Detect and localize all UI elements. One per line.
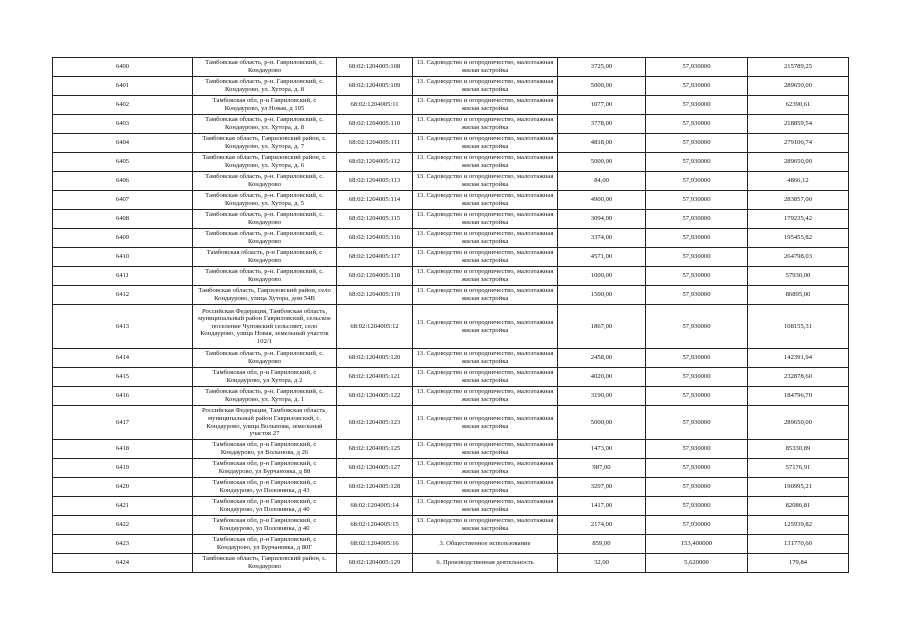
table-row xyxy=(53,115,849,134)
address-cell: Тамбовская область, Гавриловский район, с. Кондаурово xyxy=(193,554,337,573)
row-number: 6424 xyxy=(53,554,193,573)
land-use-cell: 13. Садоводство и огородничество, малоэтажная жилая застройка xyxy=(413,96,558,115)
area-cell: 32,00 xyxy=(558,554,646,573)
cadastral-value-cell: 179235,42 xyxy=(748,210,849,229)
address-cell: Тамбовская область, р-н. Гавриловский, с. Кондаурово xyxy=(193,267,337,286)
table-row xyxy=(53,459,849,478)
row-number: 6409 xyxy=(53,229,193,248)
table-row xyxy=(53,554,849,573)
specific-value-cell: 57,930000 xyxy=(646,286,748,305)
land-use-cell: 13. Садоводство и огородничество, малоэтажная жилая застройка xyxy=(413,459,558,478)
cadastral-value-cell: 264798,03 xyxy=(748,248,849,267)
row-number: 6404 xyxy=(53,134,193,153)
row-number: 6400 xyxy=(53,58,193,77)
land-use-cell: 13. Садоводство и огородничество, малоэтажная жилая застройка xyxy=(413,134,558,153)
specific-value-cell: 57,930000 xyxy=(646,406,748,440)
specific-value-cell: 57,930000 xyxy=(646,96,748,115)
row-number: 6423 xyxy=(53,535,193,554)
area-cell: 4020,00 xyxy=(558,368,646,387)
row-number: 6418 xyxy=(53,440,193,459)
specific-value-cell: 57,930000 xyxy=(646,191,748,210)
cadastral-number-cell: 68:02:1204005:110 xyxy=(337,115,413,134)
specific-value-cell: 153,400000 xyxy=(646,535,748,554)
address-cell: Тамбовская область, р-н. Гавриловский, с. Кондаурово xyxy=(193,58,337,77)
area-cell: 3190,00 xyxy=(558,387,646,406)
land-use-cell: 3. Общественное использование xyxy=(413,535,558,554)
specific-value-cell: 57,930000 xyxy=(646,497,748,516)
specific-value-cell: 57,930000 xyxy=(646,349,748,368)
cadastral-value-cell: 289650,00 xyxy=(748,77,849,96)
address-cell: Тамбовская область, Гавриловский район, с. Кондаурово, ул. Хутора, д. 7 xyxy=(193,134,337,153)
land-use-cell: 13. Садоводство и огородничество, малоэтажная жилая застройка xyxy=(413,497,558,516)
table-row xyxy=(53,349,849,368)
address-cell: Тамбовская обл, р-н Гавриловский, с Кондаурово, ул Новая, д 105 xyxy=(193,96,337,115)
cadastral-number-cell: 68:02:1204005:119 xyxy=(337,286,413,305)
table-row xyxy=(53,77,849,96)
cadastral-number-cell: 68:02:1204005:114 xyxy=(337,191,413,210)
specific-value-cell: 57,930000 xyxy=(646,248,748,267)
row-number: 6415 xyxy=(53,368,193,387)
table-row xyxy=(53,387,849,406)
cadastral-number-cell: 68:02:1204005:14 xyxy=(337,497,413,516)
row-number: 6405 xyxy=(53,153,193,172)
land-use-cell: 13. Садоводство и огородничество, малоэтажная жилая застройка xyxy=(413,248,558,267)
address-cell: Тамбовская область, р-н. Гавриловский, с. Кондаурово, ул. Хутора, д. 8 xyxy=(193,77,337,96)
cadastral-value-cell: 82086,81 xyxy=(748,497,849,516)
area-cell: 987,00 xyxy=(558,459,646,478)
area-cell: 3725,00 xyxy=(558,58,646,77)
cadastral-number-cell: 68:02:1204005:108 xyxy=(337,58,413,77)
cadastral-value-cell: 218859,54 xyxy=(748,115,849,134)
land-use-cell: 13. Садоводство и огородничество, малоэтажная жилая застройка xyxy=(413,516,558,535)
land-use-cell: 13. Садоводство и огородничество, малоэтажная жилая застройка xyxy=(413,387,558,406)
cadastral-value-cell: 125939,82 xyxy=(748,516,849,535)
area-cell: 1867,00 xyxy=(558,305,646,349)
cadastral-value-cell: 4866,12 xyxy=(748,172,849,191)
table-row xyxy=(53,516,849,535)
specific-value-cell: 5,620000 xyxy=(646,554,748,573)
table-row xyxy=(53,267,849,286)
row-number: 6417 xyxy=(53,406,193,440)
specific-value-cell: 57,930000 xyxy=(646,305,748,349)
table-row xyxy=(53,172,849,191)
cadastral-number-cell: 68:02:1204005:120 xyxy=(337,349,413,368)
cadastral-number-cell: 68:02:1204005:15 xyxy=(337,516,413,535)
land-use-cell: 13. Садоводство и огородничество, малоэтажная жилая застройка xyxy=(413,153,558,172)
area-cell: 5000,00 xyxy=(558,153,646,172)
cadastral-number-cell: 68:02:1204005:109 xyxy=(337,77,413,96)
address-cell: Тамбовская область, р-н. Гавриловский, с. Кондаурово xyxy=(193,349,337,368)
cadastral-value-table xyxy=(52,57,849,573)
cadastral-number-cell: 68:02:1204005:116 xyxy=(337,229,413,248)
land-use-cell: 13. Садоводство и огородничество, малоэтажная жилая застройка xyxy=(413,210,558,229)
table-body xyxy=(53,58,849,573)
row-number: 6410 xyxy=(53,248,193,267)
address-cell: Тамбовская обл, р-н Гавриловский, с Кондаурово, ул Бурчановка, д 88 xyxy=(193,459,337,478)
table-row xyxy=(53,497,849,516)
cadastral-number-cell: 68:02:1204005:122 xyxy=(337,387,413,406)
table-row xyxy=(53,58,849,77)
specific-value-cell: 57,930000 xyxy=(646,172,748,191)
specific-value-cell: 57,930000 xyxy=(646,478,748,497)
area-cell: 5000,00 xyxy=(558,77,646,96)
specific-value-cell: 57,930000 xyxy=(646,58,748,77)
area-cell: 2174,00 xyxy=(558,516,646,535)
row-number: 6420 xyxy=(53,478,193,497)
cadastral-number-cell: 68:02:1204005:112 xyxy=(337,153,413,172)
cadastral-value-cell: 57176,91 xyxy=(748,459,849,478)
land-use-cell: 13. Садоводство и огородничество, малоэтажная жилая застройка xyxy=(413,191,558,210)
row-number: 6411 xyxy=(53,267,193,286)
specific-value-cell: 57,930000 xyxy=(646,267,748,286)
address-cell: Тамбовская обл, р-н Гавриловский, с Кондаурово, ул Бурчановка, д 80Г xyxy=(193,535,337,554)
table-row xyxy=(53,134,849,153)
land-use-cell: 13. Садоводство и огородничество, малоэтажная жилая застройка xyxy=(413,267,558,286)
address-cell: Тамбовская обл, р-н Гавриловский, с Кондаурово, ул Половинка, д 43 xyxy=(193,478,337,497)
cadastral-number-cell: 68:02:1204005:127 xyxy=(337,459,413,478)
table-row xyxy=(53,286,849,305)
cadastral-value-cell: 190995,21 xyxy=(748,478,849,497)
cadastral-value-cell: 62390,61 xyxy=(748,96,849,115)
address-cell: Тамбовская область, р-н. Гавриловский, с. Кондаурово, ул. Хутора, д. 8 xyxy=(193,115,337,134)
land-use-cell: 13. Садоводство и огородничество, малоэтажная жилая застройка xyxy=(413,349,558,368)
cadastral-number-cell: 68:02:1204005:115 xyxy=(337,210,413,229)
table-row xyxy=(53,478,849,497)
cadastral-value-cell: 108155,31 xyxy=(748,305,849,349)
address-cell: Тамбовская обл, р-н Гавриловский, с Кондаурово, ул Половинка, д 40 xyxy=(193,516,337,535)
specific-value-cell: 57,930000 xyxy=(646,210,748,229)
address-cell: Тамбовская обл, р-н Гавриловский, с Кондаурово, ул Волынова, д 26 xyxy=(193,440,337,459)
area-cell: 3297,00 xyxy=(558,478,646,497)
table-row xyxy=(53,440,849,459)
land-use-cell: 6. Производственная деятельность xyxy=(413,554,558,573)
cadastral-number-cell: 68:02:1204005:123 xyxy=(337,406,413,440)
cadastral-number-cell: 68:02:1204005:111 xyxy=(337,134,413,153)
table-row xyxy=(53,368,849,387)
address-cell: Тамбовская область, р-н. Гавриловский, с. Кондаурово xyxy=(193,172,337,191)
cadastral-value-cell: 85330,89 xyxy=(748,440,849,459)
cadastral-value-cell: 195455,82 xyxy=(748,229,849,248)
cadastral-value-cell: 57930,00 xyxy=(748,267,849,286)
table-row xyxy=(53,96,849,115)
area-cell: 3374,00 xyxy=(558,229,646,248)
cadastral-value-cell: 232878,60 xyxy=(748,368,849,387)
row-number: 6413 xyxy=(53,305,193,349)
cadastral-value-cell: 184796,70 xyxy=(748,387,849,406)
address-cell: Тамбовская область, р-н. Гавриловский, с. Кондаурово, ул. Хутора, д. 1 xyxy=(193,387,337,406)
table-row xyxy=(53,229,849,248)
cadastral-value-cell: 179,84 xyxy=(748,554,849,573)
row-number: 6421 xyxy=(53,497,193,516)
cadastral-number-cell: 68:02:1204005:121 xyxy=(337,368,413,387)
cadastral-number-cell: 68:02:1204005:118 xyxy=(337,267,413,286)
address-cell: Тамбовская обл, р-н Гавриловский, с Кондаурово, ул Половинка, д 40 xyxy=(193,497,337,516)
specific-value-cell: 57,930000 xyxy=(646,440,748,459)
cadastral-value-cell: 142391,94 xyxy=(748,349,849,368)
area-cell: 1000,00 xyxy=(558,267,646,286)
cadastral-number-cell: 68:02:1204005:16 xyxy=(337,535,413,554)
cadastral-value-cell: 279106,74 xyxy=(748,134,849,153)
land-use-cell: 13. Садоводство и огородничество, малоэтажная жилая застройка xyxy=(413,286,558,305)
address-cell: Тамбовская область, р-н. Гавриловский, с. Кондаурово, ул. Хутора, д. 5 xyxy=(193,191,337,210)
cadastral-number-cell: 68:02:1204005:128 xyxy=(337,478,413,497)
row-number: 6402 xyxy=(53,96,193,115)
table-row xyxy=(53,210,849,229)
cadastral-value-cell: 131770,60 xyxy=(748,535,849,554)
cadastral-number-cell: 68:02:1204005:125 xyxy=(337,440,413,459)
cadastral-value-cell: 215789,25 xyxy=(748,58,849,77)
address-cell: Тамбовская обл, р-н Гавриловский, с Кондаурово, ул Хутора, д 2 xyxy=(193,368,337,387)
row-number: 6406 xyxy=(53,172,193,191)
specific-value-cell: 57,930000 xyxy=(646,229,748,248)
specific-value-cell: 57,930000 xyxy=(646,134,748,153)
cadastral-value-cell: 289650,00 xyxy=(748,406,849,440)
area-cell: 1473,00 xyxy=(558,440,646,459)
specific-value-cell: 57,930000 xyxy=(646,368,748,387)
row-number: 6407 xyxy=(53,191,193,210)
row-number: 6414 xyxy=(53,349,193,368)
area-cell: 1500,00 xyxy=(558,286,646,305)
specific-value-cell: 57,930000 xyxy=(646,77,748,96)
specific-value-cell: 57,930000 xyxy=(646,153,748,172)
area-cell: 4571,00 xyxy=(558,248,646,267)
table-row xyxy=(53,153,849,172)
table-row xyxy=(53,191,849,210)
cadastral-number-cell: 68:02:1204005:113 xyxy=(337,172,413,191)
cadastral-number-cell: 68:02:1204005:129 xyxy=(337,554,413,573)
area-cell: 2458,00 xyxy=(558,349,646,368)
row-number: 6422 xyxy=(53,516,193,535)
specific-value-cell: 57,930000 xyxy=(646,516,748,535)
land-use-cell: 13. Садоводство и огородничество, малоэтажная жилая застройка xyxy=(413,478,558,497)
row-number: 6403 xyxy=(53,115,193,134)
area-cell: 5000,00 xyxy=(558,406,646,440)
row-number: 6408 xyxy=(53,210,193,229)
area-cell: 859,00 xyxy=(558,535,646,554)
specific-value-cell: 57,930000 xyxy=(646,387,748,406)
specific-value-cell: 57,930000 xyxy=(646,459,748,478)
cadastral-number-cell: 68:02:1204005:11 xyxy=(337,96,413,115)
cadastral-value-cell: 283857,00 xyxy=(748,191,849,210)
land-use-cell: 13. Садоводство и огородничество, малоэтажная жилая застройка xyxy=(413,406,558,440)
row-number: 6401 xyxy=(53,77,193,96)
row-number: 6412 xyxy=(53,286,193,305)
cadastral-value-cell: 86895,00 xyxy=(748,286,849,305)
land-use-cell: 13. Садоводство и огородничество, малоэтажная жилая застройка xyxy=(413,368,558,387)
land-use-cell: 13. Садоводство и огородничество, малоэтажная жилая застройка xyxy=(413,305,558,349)
row-number: 6416 xyxy=(53,387,193,406)
land-use-cell: 13. Садоводство и огородничество, малоэтажная жилая застройка xyxy=(413,58,558,77)
table-row xyxy=(53,535,849,554)
row-number: 6419 xyxy=(53,459,193,478)
table-row xyxy=(53,305,849,349)
address-cell: Тамбовская область, Гавриловский район, село Кондаурово, улица Хутора, дом 54В xyxy=(193,286,337,305)
area-cell: 1417,00 xyxy=(558,497,646,516)
address-cell: Тамбовская область, р-н Гавриловский, с Кондаурово xyxy=(193,248,337,267)
land-use-cell: 13. Садоводство и огородничество, малоэтажная жилая застройка xyxy=(413,172,558,191)
address-cell: Тамбовская область, р-н. Гавриловский, с. Кондаурово xyxy=(193,210,337,229)
table-row xyxy=(53,406,849,440)
cadastral-value-cell: 289650,00 xyxy=(748,153,849,172)
land-use-cell: 13. Садоводство и огородничество, малоэтажная жилая застройка xyxy=(413,440,558,459)
table-row xyxy=(53,248,849,267)
address-cell: Тамбовская область, р-н. Гавриловский, с. Кондаурово xyxy=(193,229,337,248)
cadastral-number-cell: 68:02:1204005:117 xyxy=(337,248,413,267)
address-cell: Российская Федерация, Тамбовская область, муниципальный район Гавриловский, сельское поселение Чуповский сельсовет, село Кондаурово, улица Новая, земельный участок 102/1 xyxy=(193,305,337,349)
land-use-cell: 13. Садоводство и огородничество, малоэтажная жилая застройка xyxy=(413,229,558,248)
land-use-cell: 13. Садоводство и огородничество, малоэтажная жилая застройка xyxy=(413,77,558,96)
area-cell: 4900,00 xyxy=(558,191,646,210)
cadastral-number-cell: 68:02:1204005:12 xyxy=(337,305,413,349)
land-use-cell: 13. Садоводство и огородничество, малоэтажная жилая застройка xyxy=(413,115,558,134)
area-cell: 1077,00 xyxy=(558,96,646,115)
area-cell: 4818,00 xyxy=(558,134,646,153)
specific-value-cell: 57,930000 xyxy=(646,115,748,134)
address-cell: Российская Федерация, Тамбовская область, муниципальный район Гавриловский, с. Кондаурово, улица Волынова, земельный участок 27 xyxy=(193,406,337,440)
area-cell: 84,00 xyxy=(558,172,646,191)
address-cell: Тамбовская область, Гавриловский район, с. Кондаурово, ул. Хутора, д. 6 xyxy=(193,153,337,172)
area-cell: 3094,00 xyxy=(558,210,646,229)
area-cell: 3778,00 xyxy=(558,115,646,134)
